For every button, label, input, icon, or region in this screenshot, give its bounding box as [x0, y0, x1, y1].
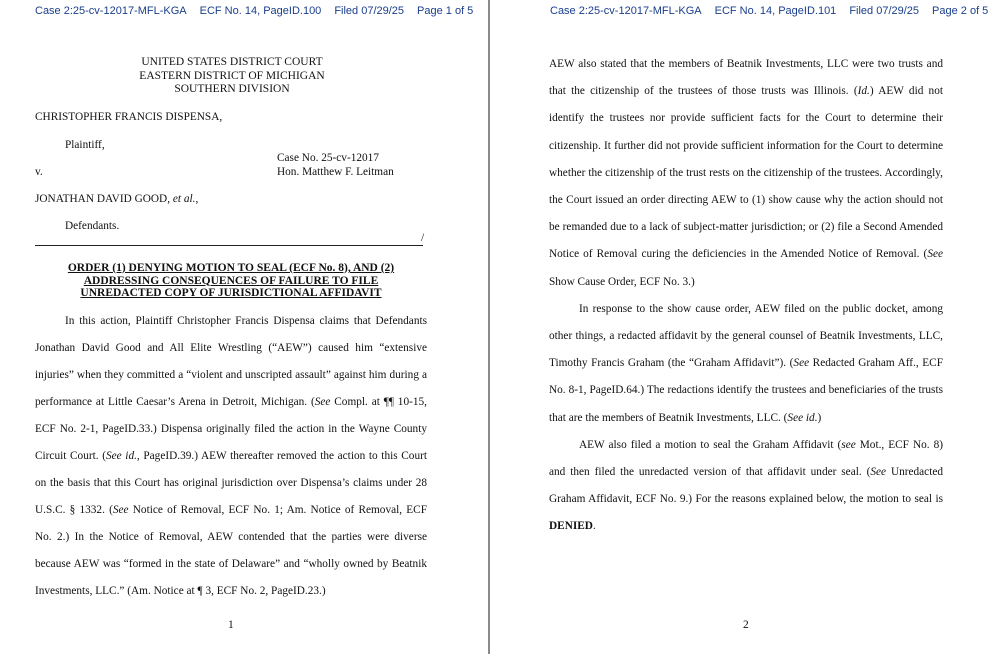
paragraph [549, 51, 943, 296]
citation-signal: See [112, 504, 129, 516]
text-run: Show Cause Order, ECF No. 3.) [549, 275, 695, 288]
text-run: In this action, Plaintiff Christopher Francis Dispensa claims that Defendants Jonathan David Good and All Elite Wrestling (“AEW”) caused him “extensive injuries” when they committed a “violent and unscripted assault” against him during a performance at Little Caesar’s Arena in Detroit, Michigan. ( [35, 315, 427, 408]
court-line-2: EASTERN DISTRICT OF MICHIGAN [139, 69, 325, 82]
paragraph [35, 308, 427, 605]
order-title-line-3: UNREDACTED COPY OF JURISDICTIONAL AFFIDAVIT [80, 287, 382, 299]
versus: v. [35, 166, 43, 178]
header-page-count: Page 1 of 5 [417, 5, 474, 17]
judge-name: Hon. Matthew F. Leitman [277, 166, 394, 178]
text-run: Mot., ECF No. 8) and then filed the unredacted version of that affidavit under seal. ( [549, 438, 944, 479]
paragraph [549, 296, 943, 432]
case-number: Case No. 25-cv-12017 [277, 152, 379, 164]
ruling-denied: DENIED [549, 520, 593, 533]
text-run: AEW also filed a motion to seal the Graham Affidavit ( [579, 438, 842, 451]
citation-signal: See id. [787, 411, 818, 424]
page-number: 2 [743, 619, 749, 631]
defendant-role: Defendants. [65, 220, 120, 232]
citation-signal: See [314, 396, 331, 408]
text-run: , PageID.39.) AEW thereafter removed the action to this Court on the basis that this Court has original jurisdiction over Dispensa’s claims under 28 U.S.C. § 1332. ( [35, 450, 428, 516]
et-al: et al. [172, 193, 196, 205]
ecf-header [35, 5, 486, 17]
plaintiff-name: CHRISTOPHER FRANCIS DISPENSA, [35, 111, 223, 123]
court-heading [32, 56, 432, 97]
page-2 [490, 0, 1000, 654]
text-run: Redacted Graham Aff., ECF No. 8-1, PageID.64.) The redactions identify the trustees and beneficiaries of the trusts that are the members of Beatnik Investments, LLC. ( [549, 357, 943, 424]
ecf-header [550, 5, 1000, 17]
court-line-3: SOUTHERN DIVISION [174, 83, 290, 95]
defendant-name-text: JONATHAN DAVID GOOD, [35, 193, 171, 205]
text-run: In response to the show cause order, AEW filed on the public docket, among other things, a redacted affidavit by the general counsel of Beatnik Investments, LLC, Timothy Francis Graham (the “Graham Affidavit”). ( [549, 302, 943, 370]
header-page-count: Page 2 of 5 [932, 5, 989, 17]
text-run: Compl. at ¶¶ 10-15, ECF No. 2-1, PageID.33.) Dispensa originally filed the action in the Wayne County Circuit Court. ( [35, 396, 427, 462]
text-run: AEW also stated that the members of Beatnik Investments, LLC were two trusts and that the citizenship of the trustees of those trusts was Illinois. ( [549, 58, 943, 98]
citation-signal: See [870, 466, 887, 479]
text-run: ) AEW did not identify the trustees nor provide sufficient facts for the Court to determine their citizenship. It further did not provide sufficient information for the Court to determine whether the citizenship of the trust rests on the citizenship of the trustees. Accordingly, the Court issued an order directing AEW to (1) show cause why the action should not be remanded due to a lack of subject-matter jurisdiction; or (2) file a Second Amended Notice of Removal curing the deficiencies in the Amended Notice of Removal. ( [549, 85, 943, 261]
text-run: . [592, 520, 596, 533]
caption-rule [35, 245, 423, 246]
order-title-line-2: ADDRESSING CONSEQUENCES OF FAILURE TO FILE [83, 274, 379, 287]
citation-signal: see [841, 438, 856, 451]
header-ecf-number: ECF No. 14, PageID.101 [714, 5, 837, 17]
citation-signal: See [793, 357, 810, 370]
defendant-name: JONATHAN DAVID GOOD, et al., [35, 193, 199, 205]
citation-signal: See [927, 248, 943, 261]
order-title [35, 262, 427, 300]
header-case-number: Case 2:25-cv-12017-MFL-KGA [550, 5, 702, 17]
page-1 [0, 0, 488, 654]
paragraph [549, 432, 943, 541]
caption-slash: / [421, 232, 425, 244]
header-ecf-number: ECF No. 14, PageID.100 [199, 5, 322, 17]
order-title-line-1: ORDER (1) DENYING MOTION TO SEAL (ECF No. 8), AND (2) [67, 262, 395, 274]
text-run: Notice of Removal, ECF No. 1; Am. Notice of Removal, ECF No. 2.) In the Notice of Removal, AEW contended that the parties were diverse because AEW was “formed in the state of Delaware” and “wholly owned by Beatnik Investments, LLC.” (Am. Notice at ¶ 3, ECF No. 2, PageID.23.) [35, 504, 427, 597]
citation-signal: See id. [105, 450, 137, 462]
header-case-number: Case 2:25-cv-12017-MFL-KGA [35, 5, 187, 17]
plaintiff-role: Plaintiff, [65, 139, 105, 151]
text-run: Unredacted Graham Affidavit, ECF No. 9.) For the reasons explained below, the motion to seal is [549, 466, 943, 506]
citation-signal: Id. [857, 85, 870, 98]
body-text [549, 51, 943, 541]
court-line-1: UNITED STATES DISTRICT COURT [141, 56, 323, 68]
header-filed-date: Filed 07/29/25 [849, 5, 920, 17]
header-filed-date: Filed 07/29/25 [334, 5, 405, 17]
body-text [35, 308, 427, 605]
page-number: 1 [228, 619, 234, 631]
text-run: ) [817, 411, 822, 424]
